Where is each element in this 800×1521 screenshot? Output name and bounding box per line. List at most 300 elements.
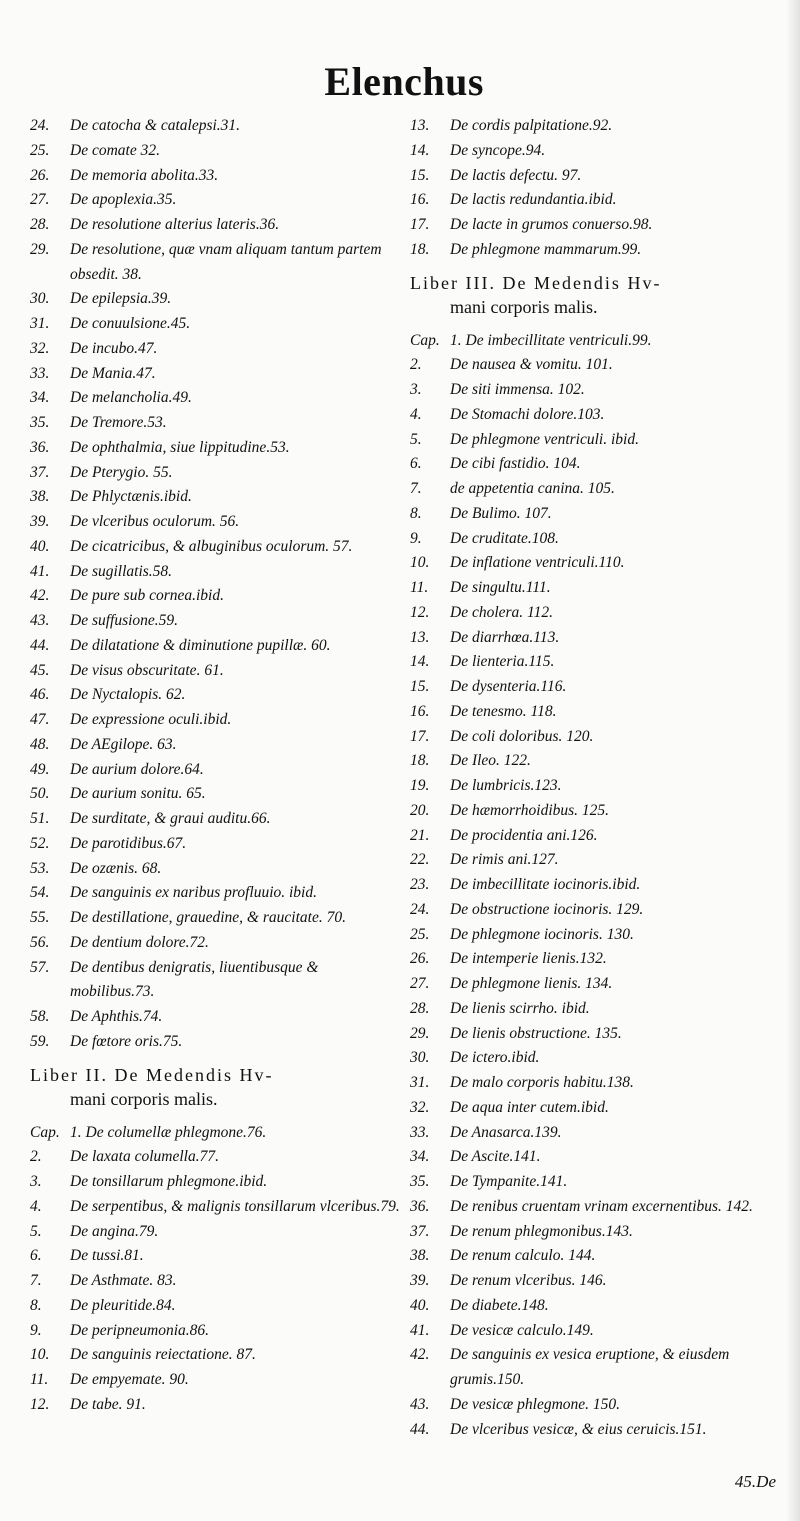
entry-text: De pleuritide.84. <box>70 1296 176 1314</box>
entry-text: De dentium dolore.72. <box>70 933 209 951</box>
entry-text: De resolutione, quæ vnam aliquam tantum partem obsedit. 38. <box>70 240 382 283</box>
entry-text: De phlegmone ventriculi. ibid. <box>450 430 639 448</box>
entry-text: De serpentibus, & malignis tonsillarum vlceribus.79. <box>70 1197 400 1215</box>
entry-text: De Asthmate. 83. <box>70 1272 177 1289</box>
entry-text: De lienis scirrho. ibid. <box>450 999 590 1017</box>
entry-number: 6. <box>410 455 422 473</box>
entry-number: 35. <box>410 1173 430 1190</box>
entry-text: De ozænis. 68. <box>70 859 162 877</box>
index-entry <box>30 114 402 139</box>
entry-text: De vesicæ calculo.149. <box>450 1321 594 1339</box>
index-entry <box>410 1071 788 1096</box>
entry-number: 8. <box>410 504 422 522</box>
index-entry <box>410 923 788 948</box>
entry-text: De Tympanite.141. <box>450 1173 568 1190</box>
index-entry <box>30 337 402 362</box>
entry-number: 57. <box>30 958 50 976</box>
index-entry <box>410 1244 788 1269</box>
index-entry <box>410 749 788 774</box>
entry-text: De cicatricibus, & albuginibus oculorum. 57. <box>70 537 353 555</box>
entry-text: De visus obscuritate. 61. <box>70 661 224 679</box>
entry-text: De intemperie lienis.132. <box>450 950 607 968</box>
index-entry <box>30 906 402 931</box>
page-edge-shadow <box>786 0 800 1521</box>
right-entries-a <box>410 114 788 263</box>
entry-number: 5. <box>410 430 422 448</box>
entry-text: De tabe. 91. <box>70 1395 146 1413</box>
entry-number: 12. <box>30 1395 50 1413</box>
entry-number: 23. <box>410 876 430 893</box>
index-entry <box>410 428 788 453</box>
entry-number: 31. <box>410 1074 430 1091</box>
index-entry <box>410 824 788 849</box>
entry-text: De Stomachi dolore.103. <box>450 405 605 423</box>
entry-text: De renum phlegmonibus.143. <box>450 1222 633 1240</box>
entry-text: De siti immensa. 102. <box>450 381 585 398</box>
index-entry <box>410 139 788 164</box>
entry-number: 34. <box>30 389 50 407</box>
entry-number: 4. <box>410 405 422 423</box>
entry-number: 26. <box>410 950 430 968</box>
entry-number: 31. <box>30 315 50 332</box>
index-entry <box>30 584 402 609</box>
index-entry <box>410 972 788 997</box>
entry-number: 32. <box>30 339 50 357</box>
entry-number: 7. <box>30 1272 42 1289</box>
entry-text: De AEgilope. 63. <box>70 735 177 753</box>
entry-text: De lumbricis.123. <box>450 777 562 794</box>
entry-text: De tussi.81. <box>70 1247 144 1265</box>
index-entry <box>30 1269 402 1294</box>
entry-text: De expressione oculi.ibid. <box>70 711 232 728</box>
entry-text: De suffusione.59. <box>70 612 179 629</box>
entry-text: De Tremore.53. <box>70 414 167 431</box>
index-entry <box>410 114 788 139</box>
index-entry <box>30 758 402 783</box>
index-entry <box>30 461 402 486</box>
index-entry <box>410 799 788 824</box>
index-entry <box>410 164 788 189</box>
index-entry <box>410 601 788 626</box>
entry-number: 15. <box>410 678 430 695</box>
index-entry <box>410 997 788 1022</box>
index-entry <box>410 1046 788 1071</box>
entry-number: 13. <box>410 117 430 134</box>
entry-number: 43. <box>30 612 50 629</box>
index-entry <box>410 378 788 403</box>
index-entry <box>410 626 788 651</box>
index-entry <box>30 1170 402 1195</box>
entry-number: 18. <box>410 240 430 258</box>
entry-number: 41. <box>30 562 50 580</box>
entry-text: De Pterygio. 55. <box>70 463 173 481</box>
entry-number: 48. <box>30 735 50 753</box>
entry-text: De Bulimo. 107. <box>450 504 552 522</box>
entry-number: 46. <box>30 686 50 704</box>
index-entry <box>30 659 402 684</box>
entry-number: 2. <box>30 1148 42 1166</box>
entry-text: De vlceribus vesicæ, & eius ceruicis.151. <box>450 1420 707 1438</box>
entry-text: De lienteria.115. <box>450 653 555 671</box>
entry-number: 13. <box>410 628 430 646</box>
right-column <box>410 114 788 1442</box>
entry-text: De Anasarca.139. <box>450 1123 562 1141</box>
entry-text: De laxata columella.77. <box>70 1148 219 1166</box>
index-entry <box>410 1096 788 1121</box>
entry-number: 42. <box>30 587 50 605</box>
entry-text: De lacte in grumos conuerso.98. <box>450 216 653 233</box>
entry-text: De peripneumonia.86. <box>70 1321 210 1339</box>
index-entry <box>30 312 402 337</box>
entry-number: 21. <box>410 826 430 844</box>
index-entry <box>410 1319 788 1344</box>
index-entry <box>410 1418 788 1443</box>
entry-number: 24. <box>410 900 430 918</box>
index-entry <box>30 1195 402 1220</box>
entry-number: 53. <box>30 859 50 877</box>
entry-text: De memoria abolita.33. <box>70 166 219 184</box>
entry-text: de appetentia canina. 105. <box>450 480 615 497</box>
index-entry <box>410 700 788 725</box>
book-2-heading <box>30 1063 402 1111</box>
index-entry <box>30 1005 402 1030</box>
book-3-heading <box>410 271 788 319</box>
index-entry <box>30 287 402 312</box>
entry-number: 10. <box>30 1346 50 1364</box>
index-entry <box>30 411 402 436</box>
index-entry <box>30 1393 402 1418</box>
entry-text: De Mania.47. <box>70 364 156 382</box>
index-entry <box>30 708 402 733</box>
entry-number: 29. <box>30 240 50 258</box>
entry-text: De phlegmone mammarum.99. <box>450 240 642 258</box>
entry-number: 32. <box>410 1098 430 1116</box>
entry-text: De malo corporis habitu.138. <box>450 1074 634 1091</box>
entry-number: Cap. <box>410 331 440 349</box>
index-entry <box>30 857 402 882</box>
entry-text: De surditate, & graui auditu.66. <box>70 810 271 827</box>
index-entry <box>410 403 788 428</box>
index-entry <box>30 386 402 411</box>
entry-number: 28. <box>410 999 430 1017</box>
entry-number: 4. <box>30 1197 42 1215</box>
entry-number: 38. <box>410 1247 430 1265</box>
index-entry <box>30 956 402 1006</box>
book-3-heading-line-1: Liber III. De Medendis Hv- <box>410 272 662 293</box>
entry-number: 58. <box>30 1008 50 1025</box>
entry-text: De Ascite.141. <box>450 1148 541 1166</box>
index-entry <box>30 832 402 857</box>
index-entry <box>30 1294 402 1319</box>
index-entry <box>410 576 788 601</box>
index-entry <box>410 213 788 238</box>
left-entries-a <box>30 114 402 1055</box>
entry-number: 35. <box>30 414 50 431</box>
index-entry <box>30 1368 402 1393</box>
entry-text: De coli doloribus. 120. <box>450 727 594 745</box>
index-entry <box>410 650 788 675</box>
book-3-heading-line-2: mani corporis malis. <box>450 296 598 317</box>
entry-number: 33. <box>30 364 50 382</box>
entry-number: 16. <box>410 702 430 720</box>
entry-text: De cordis palpitatione.92. <box>450 117 613 134</box>
entry-text: De sanguinis reiectatione. 87. <box>70 1346 256 1364</box>
index-entry <box>410 1195 788 1220</box>
index-entry <box>30 485 402 510</box>
entry-number: 27. <box>410 975 430 992</box>
entry-text: De vesicæ phlegmone. 150. <box>450 1395 621 1413</box>
entry-number: 43. <box>410 1395 430 1413</box>
entry-number: 3. <box>30 1173 42 1190</box>
index-entry <box>30 807 402 832</box>
entry-number: 42. <box>410 1346 430 1364</box>
entry-number: 55. <box>30 909 50 926</box>
index-entry <box>30 1030 402 1055</box>
left-entries-b <box>30 1121 402 1418</box>
index-entry <box>30 238 402 288</box>
entry-number: 37. <box>30 463 50 481</box>
entry-text: De inflatione ventriculi.110. <box>450 554 625 572</box>
index-entry <box>30 213 402 238</box>
entry-number: 36. <box>410 1197 430 1215</box>
entry-number: 47. <box>30 711 50 728</box>
index-entry <box>410 873 788 898</box>
entry-text: De fœtore oris.75. <box>70 1032 183 1050</box>
index-entry <box>30 634 402 659</box>
entry-number: 54. <box>30 884 50 902</box>
index-entry <box>30 683 402 708</box>
index-entry <box>410 1393 788 1418</box>
entry-text: De renum calculo. 144. <box>450 1247 596 1265</box>
entry-text: De phlegmone lienis. 134. <box>450 975 613 992</box>
index-entry <box>410 1269 788 1294</box>
entry-number: 29. <box>410 1024 430 1042</box>
entry-text: De singultu.111. <box>450 579 551 596</box>
entry-number: 28. <box>30 216 50 233</box>
entry-text: De melancholia.49. <box>70 389 192 407</box>
entry-text: De sanguinis ex vesica eruptione, & eiusdem grumis.150. <box>450 1346 730 1388</box>
index-entry <box>410 502 788 527</box>
entry-number: 30. <box>30 290 50 308</box>
right-entries-b <box>410 329 788 1443</box>
index-entry <box>410 675 788 700</box>
index-entry <box>30 510 402 535</box>
entry-number: 59. <box>30 1032 50 1050</box>
entry-text: De sanguinis ex naribus profluuio. ibid. <box>70 884 317 902</box>
index-entry <box>410 898 788 923</box>
entry-text: De sugillatis.58. <box>70 562 173 580</box>
entry-text: De diabete.148. <box>450 1296 549 1314</box>
index-entry <box>410 477 788 502</box>
entry-text: De Nyctalopis. 62. <box>70 686 186 704</box>
entry-number: 2. <box>410 356 422 374</box>
index-entry <box>410 1170 788 1195</box>
index-entry <box>30 362 402 387</box>
entry-text: De diarrhœa.113. <box>450 628 560 646</box>
entry-number: 41. <box>410 1321 430 1339</box>
entry-number: 12. <box>410 603 430 621</box>
index-entry <box>410 725 788 750</box>
book-2-heading-line-2: mani corporis malis. <box>70 1088 218 1109</box>
entry-text: De ophthalmia, siue lippitudine.53. <box>70 438 290 456</box>
entry-text: De lactis redundantia.ibid. <box>450 191 617 209</box>
entry-text: De ictero.ibid. <box>450 1049 540 1067</box>
entry-text: De syncope.94. <box>450 141 546 159</box>
entry-number: 5. <box>30 1222 42 1240</box>
entry-number: 49. <box>30 760 50 778</box>
entry-text: De aurium dolore.64. <box>70 760 204 778</box>
entry-number: 51. <box>30 810 50 827</box>
index-entry <box>30 782 402 807</box>
entry-number: 36. <box>30 438 50 456</box>
entry-text: De phlegmone iocinoris. 130. <box>450 925 634 943</box>
index-entry <box>30 436 402 461</box>
index-entry <box>30 1121 402 1146</box>
entry-text: De cruditate.108. <box>450 529 559 547</box>
entry-number: 56. <box>30 933 50 951</box>
entry-text: De nausea & vomitu. 101. <box>450 356 613 374</box>
entry-number: 25. <box>410 925 430 943</box>
index-entry <box>410 947 788 972</box>
entry-text: De lactis defectu. 97. <box>450 166 582 184</box>
entry-text: De cholera. 112. <box>450 603 554 621</box>
entry-text: De hæmorrhoidibus. 125. <box>450 801 610 819</box>
entry-text: De vlceribus oculorum. 56. <box>70 513 240 530</box>
index-entry <box>30 881 402 906</box>
entry-text: De empyemate. 90. <box>70 1371 189 1388</box>
book-2-heading-line-1: Liber II. De Medendis Hv- <box>30 1064 274 1085</box>
entry-text: De dentibus denigratis, liuentibusque & mobilibus.73. <box>70 958 319 1001</box>
index-entry <box>30 1319 402 1344</box>
entry-number: Cap. <box>30 1123 60 1141</box>
index-entry <box>410 353 788 378</box>
entry-text: De dysenteria.116. <box>450 678 567 695</box>
entry-text: De tenesmo. 118. <box>450 702 557 720</box>
index-entry <box>410 329 788 354</box>
index-entry <box>410 1145 788 1170</box>
index-entry <box>410 238 788 263</box>
entry-number: 6. <box>30 1247 42 1265</box>
entry-number: 7. <box>410 480 422 497</box>
entry-text: De apoplexia.35. <box>70 191 177 209</box>
entry-text: De renibus cruentam vrinam excernentibus. 142. <box>450 1197 753 1215</box>
entry-text: De resolutione alterius lateris.36. <box>70 216 280 233</box>
entry-number: 22. <box>410 851 430 869</box>
entry-number: 8. <box>30 1296 42 1314</box>
entry-text: De lienis obstructione. 135. <box>450 1024 622 1042</box>
entry-number: 52. <box>30 834 50 852</box>
index-entry <box>410 452 788 477</box>
left-column <box>30 114 402 1418</box>
index-entry <box>410 551 788 576</box>
entry-text: De tonsillarum phlegmone.ibid. <box>70 1173 268 1190</box>
entry-number: 18. <box>410 752 430 770</box>
index-entry <box>30 733 402 758</box>
index-entry <box>30 560 402 585</box>
index-entry <box>410 1294 788 1319</box>
entry-number: 44. <box>30 636 50 654</box>
entry-text: De destillatione, grauedine, & raucitate. 70. <box>70 909 346 926</box>
entry-text: De epilepsia.39. <box>70 290 172 308</box>
entry-number: 9. <box>410 529 422 547</box>
entry-number: 50. <box>30 785 50 803</box>
entry-text: 1. De imbecillitate ventriculi.99. <box>450 331 652 349</box>
entry-number: 40. <box>30 537 50 555</box>
index-entry <box>410 774 788 799</box>
entry-text: De incubo.47. <box>70 339 158 357</box>
index-entry <box>410 848 788 873</box>
index-entry <box>30 1244 402 1269</box>
index-entry <box>410 1220 788 1245</box>
entry-number: 25. <box>30 141 50 159</box>
index-entry <box>30 535 402 560</box>
index-entry <box>410 1022 788 1047</box>
entry-text: De pure sub cornea.ibid. <box>70 587 224 605</box>
entry-number: 33. <box>410 1123 430 1141</box>
index-entry <box>410 527 788 552</box>
entry-number: 37. <box>410 1222 430 1240</box>
index-entry <box>30 931 402 956</box>
entry-text: De obstructione iocinoris. 129. <box>450 900 644 918</box>
index-entry <box>410 1121 788 1146</box>
entry-text: De parotidibus.67. <box>70 834 187 852</box>
index-entry <box>30 609 402 634</box>
entry-number: 26. <box>30 166 50 184</box>
entry-number: 24. <box>30 117 50 134</box>
entry-text: De cibi fastidio. 104. <box>450 455 581 473</box>
entry-number: 11. <box>30 1371 49 1388</box>
index-entry <box>30 139 402 164</box>
entry-number: 17. <box>410 216 430 233</box>
entry-number: 20. <box>410 801 430 819</box>
entry-number: 11. <box>410 579 429 596</box>
entry-text: 1. De columellæ phlegmone.76. <box>70 1123 267 1141</box>
entry-text: De conuulsione.45. <box>70 315 191 332</box>
entry-number: 3. <box>410 381 422 398</box>
page-title: Elenchus <box>324 59 484 104</box>
index-entry <box>30 188 402 213</box>
entry-number: 38. <box>30 488 50 506</box>
entry-number: 9. <box>30 1321 42 1339</box>
entry-number: 14. <box>410 653 430 671</box>
entry-text: De imbecillitate iocinoris.ibid. <box>450 876 641 893</box>
entry-number: 44. <box>410 1420 430 1438</box>
index-entry <box>30 164 402 189</box>
entry-number: 34. <box>410 1148 430 1166</box>
entry-text: De dilatatione & diminutione pupillæ. 60. <box>70 636 331 654</box>
entry-text: De angina.79. <box>70 1222 159 1240</box>
entry-number: 10. <box>410 554 430 572</box>
entry-text: De aqua inter cutem.ibid. <box>450 1098 609 1116</box>
index-entry <box>410 188 788 213</box>
entry-number: 19. <box>410 777 430 794</box>
entry-number: 14. <box>410 141 430 159</box>
entry-number: 17. <box>410 727 430 745</box>
entry-text: De procidentia ani.126. <box>450 826 598 844</box>
entry-text: De renum vlceribus. 146. <box>450 1272 607 1289</box>
entry-text: De rimis ani.127. <box>450 851 559 869</box>
index-entry <box>30 1145 402 1170</box>
entry-text: De Phlyctænis.ibid. <box>70 488 192 506</box>
entry-text: De catocha & catalepsi.31. <box>70 117 241 134</box>
entry-number: 45. <box>30 661 50 679</box>
entry-number: 30. <box>410 1049 430 1067</box>
entry-number: 40. <box>410 1296 430 1314</box>
index-entry <box>30 1220 402 1245</box>
entry-number: 39. <box>30 513 50 530</box>
entry-text: De aurium sonitu. 65. <box>70 785 206 803</box>
entry-number: 27. <box>30 191 50 209</box>
